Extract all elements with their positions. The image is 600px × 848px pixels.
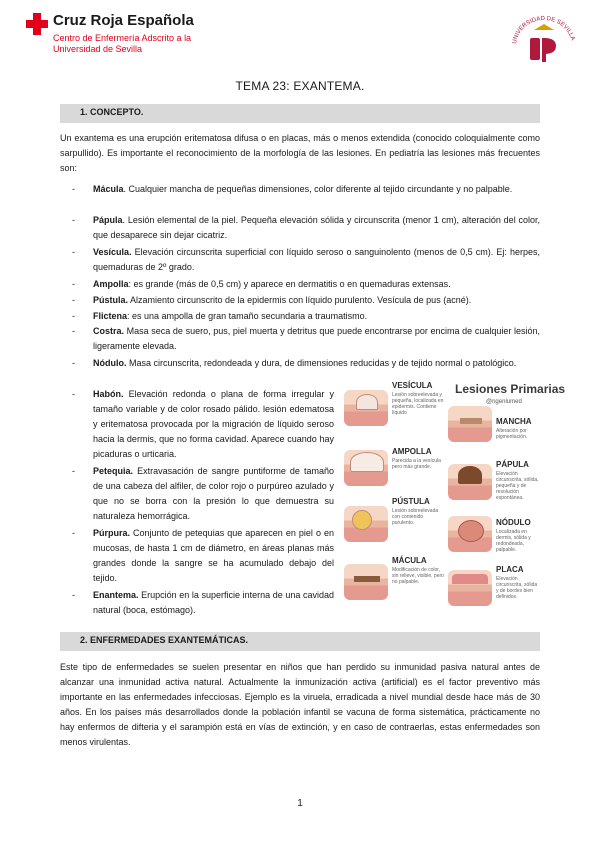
placa-illustration <box>448 570 492 606</box>
vesicula-illustration <box>344 390 388 426</box>
red-cross-logo-icon <box>26 13 48 35</box>
figure-credit: @ngenlumed <box>486 399 522 405</box>
label-ampolla: AMPOLLA <box>392 447 432 456</box>
desc-mancha: Alteración por pigmentación. <box>496 428 528 440</box>
list-item-pustula: - Pústula. Alzamiento circunscrito de la epidermis con líquido purulento. Vesícula de pus (acné). <box>72 295 472 305</box>
figure-title: Lesiones Primarias <box>455 382 566 396</box>
list-item-purpura: - Púrpura. Conjunto de petequias que aparecen en piel o en mucosas, de hasta 1 cm de diámetro, en áreas planas más grandes donde la sangre se ha acumulado debajo del tejido. <box>72 528 334 583</box>
section-title: 2. ENFERMEDADES EXANTEMÁTICAS. <box>80 635 249 645</box>
pustula-illustration <box>344 506 388 542</box>
list-item-nodulo: - Nódulo. Masa circunscrita, redondeada y dura, de dimensiones reducidas y de tejido normal o patológico. <box>72 358 517 368</box>
nodulo-illustration <box>448 516 492 552</box>
list-item-ampolla: - Ampolla: es grande (más de 0,5 cm) y aparece en dermatitis o en quemaduras extensas. <box>72 279 451 289</box>
org-subtitle: Centro de Enfermería Adscrito a la Universidad de Sevilla <box>53 33 192 54</box>
mancha-illustration <box>448 406 492 442</box>
list-item-vesicula: - Vesícula. Elevación circunscrita superficial con líquido seroso o sanguinolento (menos de 0,5 cm). Ej: herpes, quemaduras de 2º grado. <box>72 247 540 272</box>
list-item-flictena: - Flictena: es una ampolla de gran tamaño secundaria a traumatismo. <box>72 311 368 321</box>
ampolla-illustration <box>344 450 388 486</box>
label-nodulo: NÓDULO <box>496 518 531 527</box>
intro-paragraph: Un exantema es una erupción eritematosa difusa o en placas, más o menos extendida (conocido coloquialmente como sarpullido). Es importante el reconocimiento de la morfología de las lesiones. En pediatría las lesiones más frecuentes son: <box>60 133 540 173</box>
label-papula: PÁPULA <box>496 460 529 469</box>
desc-pustula: Lesión sobreelevada con contenido purulento. <box>392 508 439 526</box>
university-seal-icon <box>508 12 580 68</box>
section-title: 1. CONCEPTO. <box>80 107 144 117</box>
section-header-concepto <box>60 104 540 123</box>
list-item-petequia: - Petequia. Extravasación de sangre puntiforme de tamaño de una cabeza del alfiler, de color rojo o purpúreo azulado y que no se borra con la presión lo que demuestra su naturaleza hemorrágica. <box>72 466 334 521</box>
desc-vesicula: Lesión sobreelevada y pequeña, localizada en epidermis. Contiene líquido <box>392 392 444 416</box>
label-vesicula: VESÍCULA <box>392 381 433 390</box>
desc-ampolla: Parecida a la vesícula pero más grande. <box>392 458 441 470</box>
desc-placa: Elevación circunscrita, sólida y de bordes bien definidos. <box>496 576 538 600</box>
label-mancha: MANCHA <box>496 417 532 426</box>
label-macula: MÁCULA <box>392 556 427 565</box>
primary-lesions-figure <box>340 378 566 618</box>
desc-nodulo: Localizada en dermis, sólida y redondeada, palpable. <box>496 529 531 553</box>
page-title: TEMA 23: EXANTEMA. <box>235 79 365 93</box>
list-item-costra: - Costra. Masa seca de suero, pus, piel muerta y detritus que puede encontrarse por encima de cualquier lesión, ligeramente elevada. <box>72 326 540 351</box>
org-name: Cruz Roja Española <box>53 12 194 29</box>
desc-papula: Elevación circunscrita, sólida, pequeña y de resolución espontánea. <box>496 471 539 501</box>
section2-paragraph: Este tipo de enfermedades se suelen presentar en niños que han perdido su inmunidad pasiva natural antes de alcanzar una inmunidad activa natural. Actualmente la inmunización activa (artificial) es el factor preventivo más importante en las enfermedades infecciosas. Ejemplo es la viruela, erradicada a nivel mundial desde hace más de 30 años. En los países más desarrollados donde la población infantil se vacuna de forma sistemática, prácticamente no hay enfermos de difteria y el sarampión está en vías de extinción, y en caso de contraerlas, estas enfermedades son menos virulentas. <box>60 662 540 747</box>
list-item-enantema: - Enantema. Erupción en la superficie interna de una cavidad natural (boca, estómago). <box>72 590 334 615</box>
list-item-papula: - Pápula. Lesión elemental de la piel. Pequeña elevación sólida y circunscrita (menor 1 cm), alteración del color, que desaparece sin dejar cicatriz. <box>72 215 540 240</box>
page-header <box>0 0 600 76</box>
desc-macula: Modificación de color, sin relieve, visible, pero no palpable. <box>392 567 444 585</box>
page-number: 1 <box>297 798 303 809</box>
list-item-macula: - Mácula. Cualquier mancha de pequeñas dimensiones, color diferente al tejido circundante y no palpable. <box>72 184 513 194</box>
label-placa: PLACA <box>496 565 524 574</box>
macula-illustration <box>344 564 388 600</box>
papula-illustration <box>448 464 492 500</box>
svg-text:UNIVERSIDAD DE SEVILLA: UNIVERSIDAD DE SEVILLA <box>512 15 576 45</box>
label-pustula: PÚSTULA <box>392 497 430 506</box>
section-header-enfermedades <box>60 632 540 651</box>
list-item-habon: - Habón. Elevación redonda o plana de forma irregular y tamaño variable y de color rosado pálido. lesión edematosa y eritematosa provocada por la migración de líquido seroso hacia la dermis, que no forma cavidad. Aparece cuando hay picaduras o urticaria. <box>72 389 334 459</box>
